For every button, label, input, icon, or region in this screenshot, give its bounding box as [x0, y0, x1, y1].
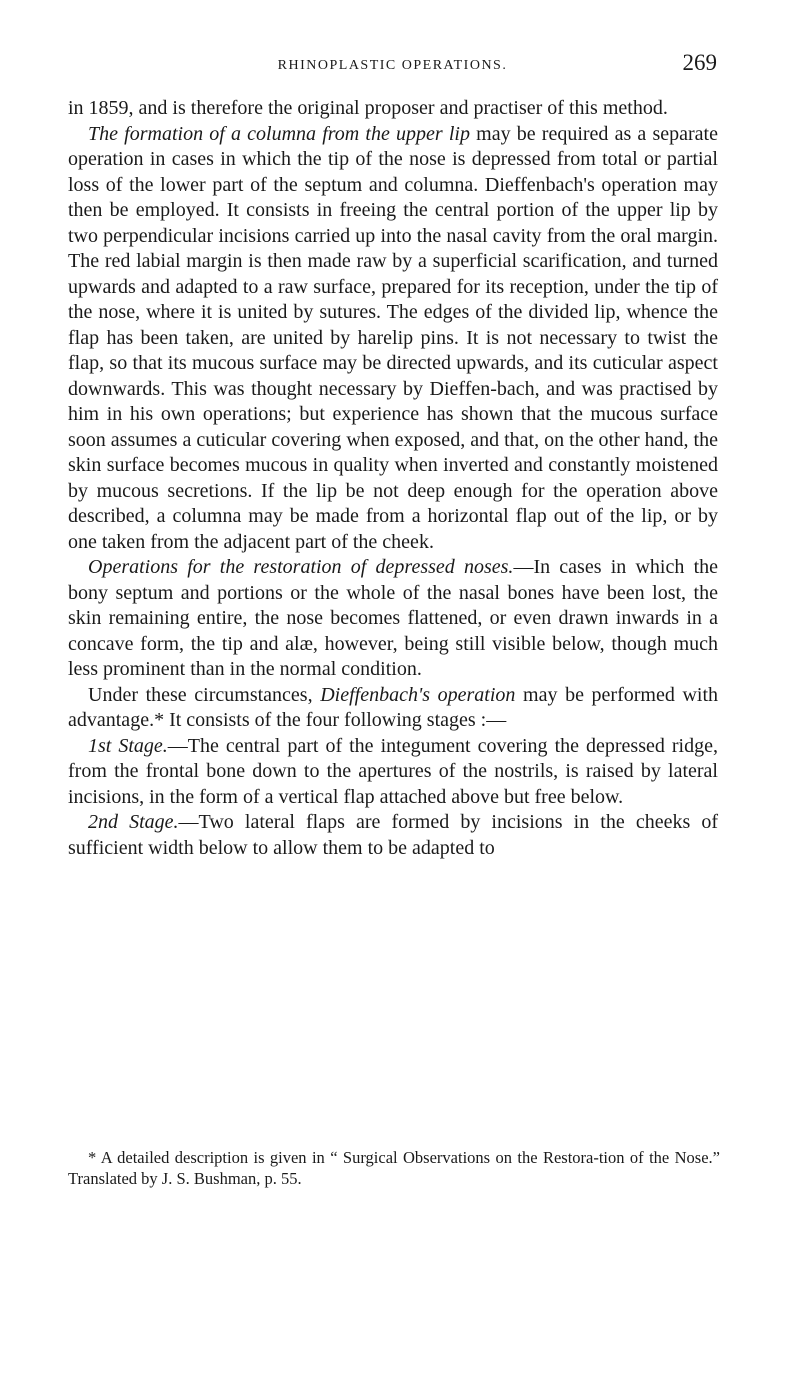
page-number: 269	[682, 50, 717, 75]
paragraph-italic: Dieffenbach's operation	[320, 683, 516, 706]
paragraph	[68, 122, 718, 556]
paragraph-text: Under these circumstances,	[88, 683, 321, 706]
paragraph-lead: 1st Stage.	[88, 734, 168, 757]
paragraph-text: may be required as a separate operation in cases in which the tip of the nose is depressed from total or partial loss of the lower part of the septum and columna. Dieffenbach's operation may then be employed. It consists in freeing the central portion of the upper lip by two perpendicular incisions carried up into the nasal cavity from the oral margin. The red labial margin is then made raw by a superficial scarification, and turned upwards and adapted to a raw surface, prepared for its reception, under the tip of the nose, where it is united by sutures. The edges of the divided lip, whence the flap has been taken, are united by harelip pins. It is not necessary to twist the flap, so that its mucous surface may be directed upwards, and its cuticular aspect downwards. This was thought necessary by Dieffen-bach, and was practised by him in his own operations; but experience has shown that the mucous surface soon assumes a cuticular covering when exposed, and that, on the other hand, the skin surface becomes mucous in quality when inverted and constantly moistened by mucous secretions. If the lip be not deep enough for the operation above described, a columna may be made from a horizontal flap out of the lip, or by one taken from the adjacent part of the cheek.	[68, 122, 718, 553]
paragraph-text: —Two lateral flaps are formed by incisions in the cheeks of sufficient width below to allow them to be adapted to	[68, 811, 719, 859]
footnote-text: * A detailed description is given in “ Surgical Observations on the Restora-tion of the Nose.” Translated by J. S. Bushman, p. 55.	[68, 1148, 720, 1188]
body-text	[68, 96, 718, 861]
paragraph-text: in 1859, and is therefore the original proposer and practiser of this method.	[68, 97, 668, 119]
paragraph	[68, 555, 718, 683]
paragraph-lead: 2nd Stage.	[88, 811, 179, 833]
paragraph-text: may be performed with advantage.* It consists of the four following stages :—	[68, 683, 719, 731]
paragraph	[68, 683, 718, 734]
running-title: RHINOPLASTIC OPERATIONS.	[277, 58, 508, 73]
running-head	[68, 50, 717, 80]
footnote	[68, 1147, 720, 1189]
paragraph-text: —The central part of the integument covering the depressed ridge, from the frontal bone down to the apertures of the nostrils, is raised by lateral incisions, in the form of a vertical flap attached above but free below.	[68, 734, 718, 808]
paragraph	[68, 734, 718, 811]
paragraph	[68, 96, 718, 122]
paragraph	[68, 810, 718, 861]
paragraph-text: —In cases in which the bony septum and portions or the whole of the nasal bones have been lost, the skin remaining entire, the nose becomes flattened, or even drawn inwards in a concave form, the tip and alæ, however, being still visible below, though much less prominent than in the normal condition.	[68, 556, 718, 680]
paragraph-lead: The formation of a columna from the upper lip	[88, 122, 470, 145]
paragraph-lead: Operations for the restoration of depressed noses.	[88, 556, 514, 578]
